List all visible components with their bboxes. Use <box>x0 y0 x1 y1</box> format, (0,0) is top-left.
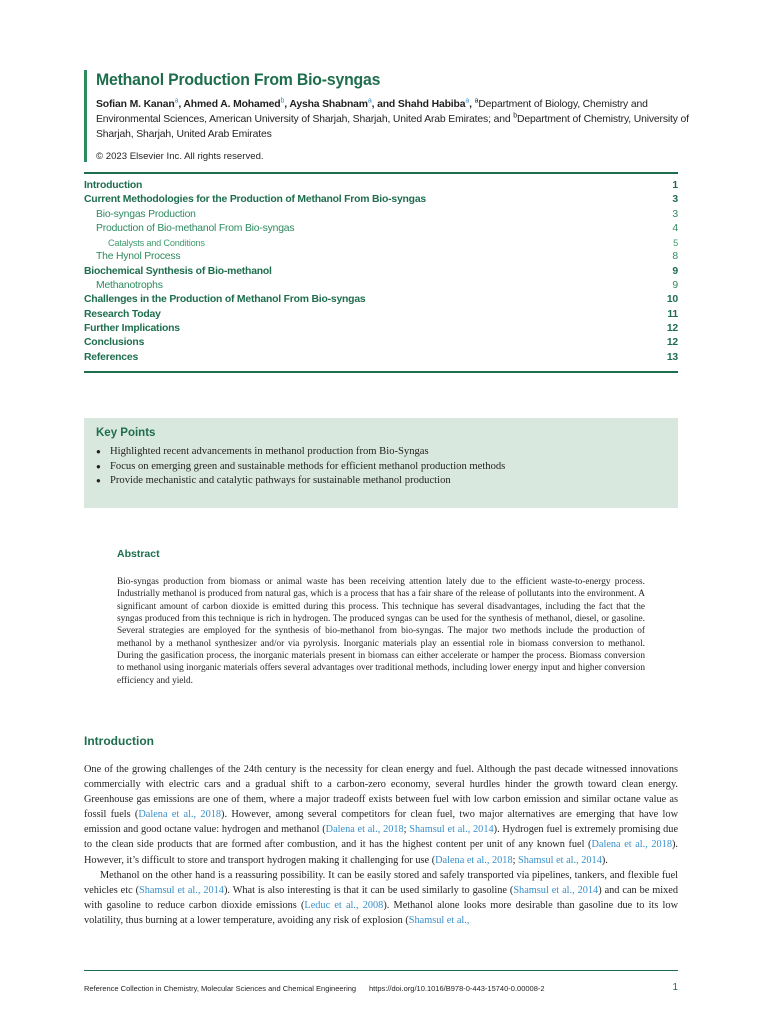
toc-entry-label[interactable]: Catalysts and Conditions <box>108 238 205 249</box>
abstract-heading: Abstract <box>117 548 160 560</box>
toc-entry-page[interactable]: 3 <box>672 208 678 220</box>
toc-entry-page[interactable]: 9 <box>672 265 678 277</box>
citation-link[interactable]: Leduc et al., 2008 <box>304 899 384 911</box>
key-point-item: ● Provide mechanistic and catalytic pathways for sustainable methanol production <box>96 474 505 489</box>
toc-entry-label[interactable]: Challenges in the Production of Methanol From Bio-syngas <box>84 294 366 306</box>
toc-entry-page[interactable]: 4 <box>672 222 678 234</box>
page-footer <box>84 970 678 993</box>
toc-entry[interactable] <box>84 222 678 236</box>
abstract-text: Bio-syngas production from biomass or animal waste has been receiving attention lately due to the efficient waste-to-energy process. Industrially methanol is produced from natural gas, which is a process that has a fair share of the release of pollutants into the environment. A significant amount of carbon dioxide is emitted during this process. This technique has several disadvantages, including the fact that the syngas produced from this technique is rich in hydrogen. The produced syngas can be used for the synthesis of methanol, diesel, or gasoline. Several strategies are employed for the synthesis of bio-methanol from bio-syngas. The major two methods include the production of methanol by a methanol synthesizer and/or via pyrolysis. Inorganic materials play an essential role in biomass conversion to methanol. During the gasification process, the inorganic materials present in biomass can either accelerate or hamper the process. Biomass conversion to methanol using inorganic materials offers several advantages over traditional methods, including lower energy input and higher conversion efficiency and yield. <box>117 577 645 686</box>
citation-link[interactable]: Dalena et al., 2018 <box>435 854 513 866</box>
toc-entry-page[interactable]: 5 <box>673 238 678 249</box>
citation-link[interactable]: Shamsul et al., 2014 <box>139 884 224 896</box>
toc-entry-label[interactable]: Further Implications <box>84 322 180 334</box>
toc-entry-page[interactable]: 10 <box>666 294 678 306</box>
toc-entry-page[interactable]: 13 <box>666 351 678 363</box>
article-header <box>84 70 690 162</box>
key-point-item: ● Highlighted recent advancements in methanol production from Bio-Syngas <box>96 445 505 460</box>
key-points-heading: Key Points <box>96 427 156 439</box>
toc-entry-page[interactable]: 11 <box>667 308 678 320</box>
paragraph-text: ). However, among several competitors for clean fuel, two major alternatives are emerging that have low emission and good octane value: hydrogen and methanol ( <box>84 809 678 836</box>
toc-entry[interactable] <box>84 336 678 350</box>
paragraph-text: ; <box>512 854 519 866</box>
footer-publication: Reference Collection in Chemistry, Molecular Sciences and Chemical Engineering <box>84 984 357 993</box>
toc-entry-label[interactable]: The Hynol Process <box>96 251 181 263</box>
toc-entry-page[interactable]: 12 <box>666 322 678 334</box>
toc-entry[interactable] <box>84 250 678 264</box>
paragraph-text: ). Hydrogen fuel is extremely promising due to the clean side products that are formed after combustion, and it has the highest content per unit of any known fuel ( <box>84 824 679 851</box>
paragraph-text: ) and can be mixed with gasoline to reduce carbon dioxide emissions ( <box>84 884 678 911</box>
key-points-list <box>96 445 505 489</box>
introduction-paragraph <box>84 762 678 868</box>
toc-entry-label[interactable]: Current Methodologies for the Production of Methanol From Bio-syngas <box>84 194 426 206</box>
affiliation-marker[interactable]: a <box>174 97 179 105</box>
paragraph-text: One of the growing challenges of the 24th century is the necessity for clean energy and fuel. Although the past decade witnessed innovations commercially with electric cars and a gradual shift to a carbon-zero economy, several hurdles hinder the growth toward clean energy. Greenhouse gas emissions are one of them, where a major tradeoff exists between fuel with low carbon emission and similar octane value as fossil fuels ( <box>84 764 678 821</box>
citation-link[interactable]: Dalena et al., 2018 <box>138 809 222 821</box>
toc-entry-page[interactable]: 8 <box>672 251 678 263</box>
toc-entry-page[interactable]: 1 <box>672 180 678 191</box>
affiliation-marker[interactable]: a <box>465 97 470 105</box>
toc-entry-label[interactable]: Methanotrophs <box>96 280 163 292</box>
toc-entry-label[interactable]: Production of Bio-methanol From Bio-syngas <box>96 222 295 234</box>
toc-entry-page[interactable]: 3 <box>672 194 678 206</box>
footer-doi-link[interactable]: https://doi.org/10.1016/B978-0-443-15740-0.00008-2 <box>369 984 545 993</box>
citation-link[interactable]: Shamsul et al., 2014 <box>409 824 494 836</box>
toc-entry[interactable] <box>84 351 678 365</box>
toc-entry-label[interactable]: References <box>84 351 139 363</box>
toc-entry[interactable] <box>84 308 678 322</box>
affiliation-a-marker: a <box>474 97 479 105</box>
table-of-contents <box>84 172 678 373</box>
toc-entry[interactable] <box>84 208 678 222</box>
toc-entry[interactable] <box>84 179 678 193</box>
author-block <box>96 97 690 142</box>
toc-entry[interactable] <box>84 193 678 207</box>
toc-entry[interactable] <box>84 322 678 336</box>
key-point-item: ● Focus on emerging green and sustainable methods for efficient methanol production methods <box>96 460 505 475</box>
toc-entry-label[interactable]: Bio-syngas Production <box>96 208 196 220</box>
toc-entry[interactable] <box>84 279 678 293</box>
affiliation-a: Department of Biology, Chemistry and Environmental Sciences, American University of Sharjah, Sharjah, United Arab Emirates; and <box>96 99 648 125</box>
affiliation-marker[interactable]: b <box>280 97 285 105</box>
toc-entry-label[interactable]: Introduction <box>84 180 143 191</box>
toc-entry[interactable] <box>84 265 678 279</box>
key-points-box <box>84 418 678 508</box>
introduction-paragraph <box>84 868 678 928</box>
introduction-body <box>84 762 678 928</box>
toc-entry-label[interactable]: Research Today <box>84 308 161 320</box>
citation-link[interactable]: Shamsul et al., 2014 <box>513 884 599 896</box>
page-number: 1 <box>672 982 678 993</box>
toc-entry-label[interactable]: Conclusions <box>84 337 145 349</box>
toc-entry[interactable] <box>84 293 678 307</box>
author-name[interactable]: Ahmed A. Mohamed <box>183 99 281 110</box>
author-list: Sofian M. Kanan$^a$, Ahmed A. Mohamed$^b$, Aysha Shabnam$^a$, and Shahd Habiba$^a$, <box>96 97 475 110</box>
citation-link[interactable]: Shamsul et al., <box>408 914 470 926</box>
copyright-notice: © 2023 Elsevier Inc. All rights reserved. <box>96 151 264 162</box>
toc-entry-label[interactable]: Biochemical Synthesis of Bio-methanol <box>84 265 272 277</box>
author-name[interactable]: Sofian M. Kanan <box>96 99 175 110</box>
affiliation-b-marker: b <box>513 112 517 120</box>
affiliation-b: Department of Chemistry, University of Sharjah, Sharjah, United Arab Emirates <box>96 114 689 140</box>
toc-entry-page[interactable]: 9 <box>672 280 678 292</box>
citation-link[interactable]: Shamsul et al., 2014 <box>518 854 602 866</box>
paragraph-text: Methanol on the other hand is a reassuring possibility. It can be easily stored and safely transported via pipelines, tankers, and flexible fuel vehicles etc ( <box>84 869 678 896</box>
paragraph-text: ). Methanol alone looks more desirable than gasoline due to its low volatility, thus burning at a lower temperature, avoiding any risk of explosion ( <box>84 899 679 926</box>
paragraph-text: ). <box>601 854 608 866</box>
toc-entry[interactable] <box>84 236 678 250</box>
citation-link[interactable]: Dalena et al., 2018 <box>325 824 404 836</box>
introduction-heading: Introduction <box>84 734 154 748</box>
affiliation-marker[interactable]: a <box>367 97 372 105</box>
author-name[interactable]: Aysha Shabnam <box>289 99 368 110</box>
author-name[interactable]: Shahd Habiba <box>397 99 466 110</box>
citation-link[interactable]: Dalena et al., 2018 <box>591 839 672 851</box>
paragraph-text: ). However, it’s difficult to store and transport hydrogen making it challenging for use ( <box>84 839 678 866</box>
paragraph-text: ). What is also interesting is that it can be used similarly to gasoline ( <box>223 884 514 896</box>
article-title: Methanol Production From Bio-syngas <box>96 70 381 89</box>
toc-entry-page[interactable]: 12 <box>666 337 678 349</box>
paragraph-text: ; <box>403 824 410 836</box>
